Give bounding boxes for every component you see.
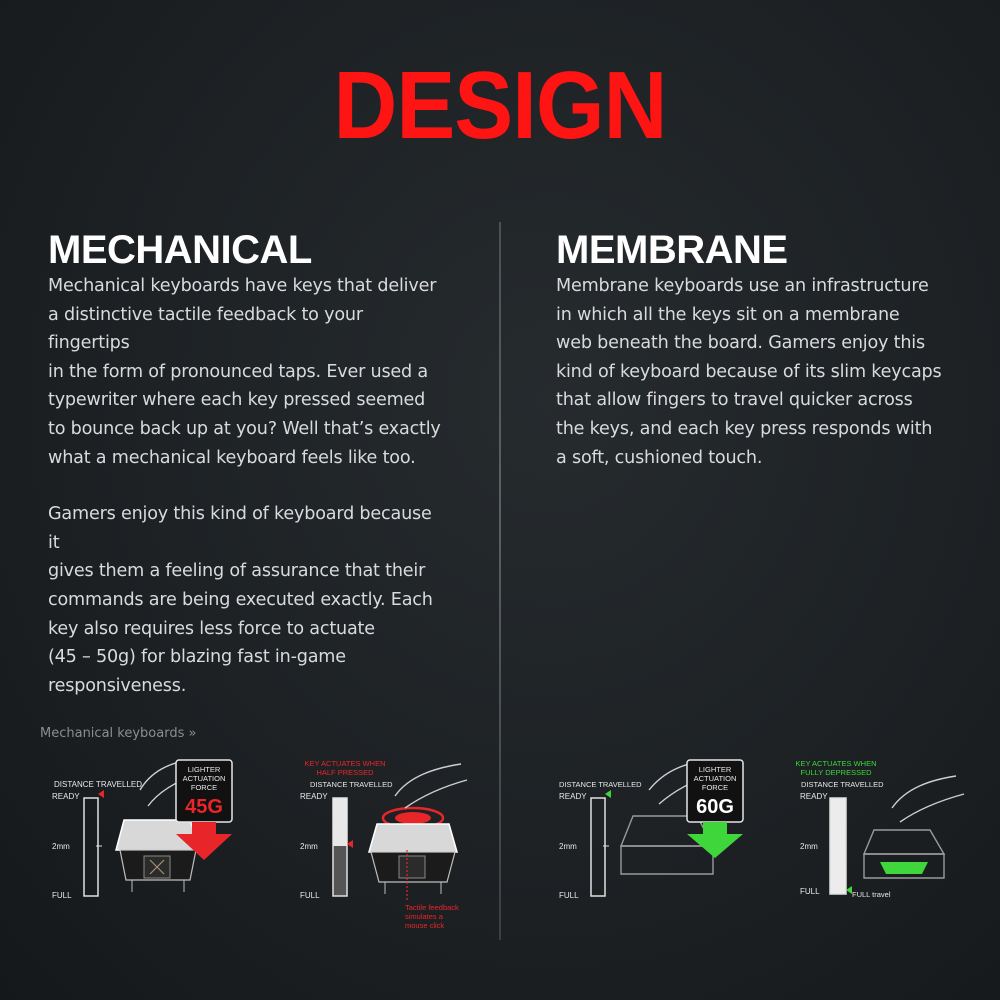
membrane-contact-icon (880, 862, 928, 874)
actuation-marker-icon (98, 790, 104, 798)
svg-text:READY: READY (559, 792, 587, 801)
diagram-caption: Mechanical keyboards » (40, 726, 197, 741)
svg-text:HALF PRESSED: HALF PRESSED (316, 768, 374, 777)
two-mm-label: 2mm (52, 842, 70, 851)
svg-text:Tactile feedback: Tactile feedback (405, 903, 459, 912)
svg-text:2mm: 2mm (300, 842, 318, 851)
svg-text:FULL: FULL (300, 891, 320, 900)
svg-text:FORCE: FORCE (701, 783, 729, 792)
svg-text:DISTANCE TRAVELLED: DISTANCE TRAVELLED (801, 780, 884, 789)
svg-text:2mm: 2mm (559, 842, 577, 851)
membrane-pressed-diagram (780, 750, 980, 920)
page-title: DESIGN (333, 52, 667, 159)
distance-label: DISTANCE TRAVELLED (54, 780, 143, 789)
svg-text:DISTANCE TRAVELLED: DISTANCE TRAVELLED (310, 780, 393, 789)
force-value: 60G (696, 796, 734, 818)
svg-text:ACTUATION: ACTUATION (182, 774, 226, 783)
force-value: 45G (185, 796, 223, 818)
membrane-paragraph-1: Membrane keyboards use an infrastructure in which all the keys sit on a membrane web beneath the board. Gamers enjoy this kind of keyboard because of its slim keycaps that allow fingers to travel quicker across the keys, and each key press responds with a soft, cushioned touch. (556, 276, 942, 468)
ready-label: READY (52, 792, 80, 801)
finger-icon (395, 764, 461, 796)
press-arrow-icon (687, 822, 743, 858)
mechanical-key-diagram (40, 750, 250, 920)
membrane-key-diagram (555, 750, 755, 920)
svg-text:FULL: FULL (559, 891, 579, 900)
svg-text:READY: READY (800, 792, 828, 801)
mechanical-paragraph-2: Gamers enjoy this kind of keyboard because it gives them a feeling of assurance that their commands are being executed exactly. Each key also requires less force to actuate (45 – 50g) for blazing fast in-game responsiveness. (48, 504, 433, 696)
mechanical-paragraph-1: Mechanical keyboards have keys that deliver a distinctive tactile feedback to your fingertips in the form of pronounced taps. Ever used a typewriter where each key pressed seemed to bounce back up at you? Well that’s exactly what a mechanical keyboard feels like too. (48, 276, 441, 468)
full-label: FULL (52, 891, 72, 900)
svg-text:FULL: FULL (800, 887, 820, 896)
svg-text:KEY ACTUATES WHEN: KEY ACTUATES WHEN (304, 759, 386, 768)
membrane-heading: MEMBRANE (556, 228, 788, 272)
travel-fill (333, 798, 347, 846)
mechanical-heading: MECHANICAL (48, 228, 312, 272)
travel-gauge (591, 798, 605, 896)
column-divider (499, 222, 501, 940)
mechanical-section (48, 228, 448, 700)
travel-gauge (830, 798, 846, 894)
svg-text:2mm: 2mm (800, 842, 818, 851)
finger-icon (892, 776, 956, 808)
svg-text:READY: READY (300, 792, 328, 801)
svg-text:FULLY DEPRESSED: FULLY DEPRESSED (800, 768, 872, 777)
svg-text:mouse click: mouse click (405, 921, 445, 930)
svg-text:DISTANCE TRAVELLED: DISTANCE TRAVELLED (559, 780, 642, 789)
svg-text:KEY ACTUATES WHEN: KEY ACTUATES WHEN (795, 759, 877, 768)
membrane-section (556, 228, 956, 472)
travel-gauge (84, 798, 98, 896)
svg-text:FULL travel: FULL travel (852, 890, 891, 899)
svg-text:simulates a: simulates a (405, 912, 443, 921)
svg-text:FORCE: FORCE (190, 783, 218, 792)
svg-text:LIGHTER: LIGHTER (187, 765, 221, 774)
svg-text:ACTUATION: ACTUATION (693, 774, 737, 783)
svg-text:LIGHTER: LIGHTER (698, 765, 732, 774)
mechanical-pressed-diagram (285, 750, 490, 935)
